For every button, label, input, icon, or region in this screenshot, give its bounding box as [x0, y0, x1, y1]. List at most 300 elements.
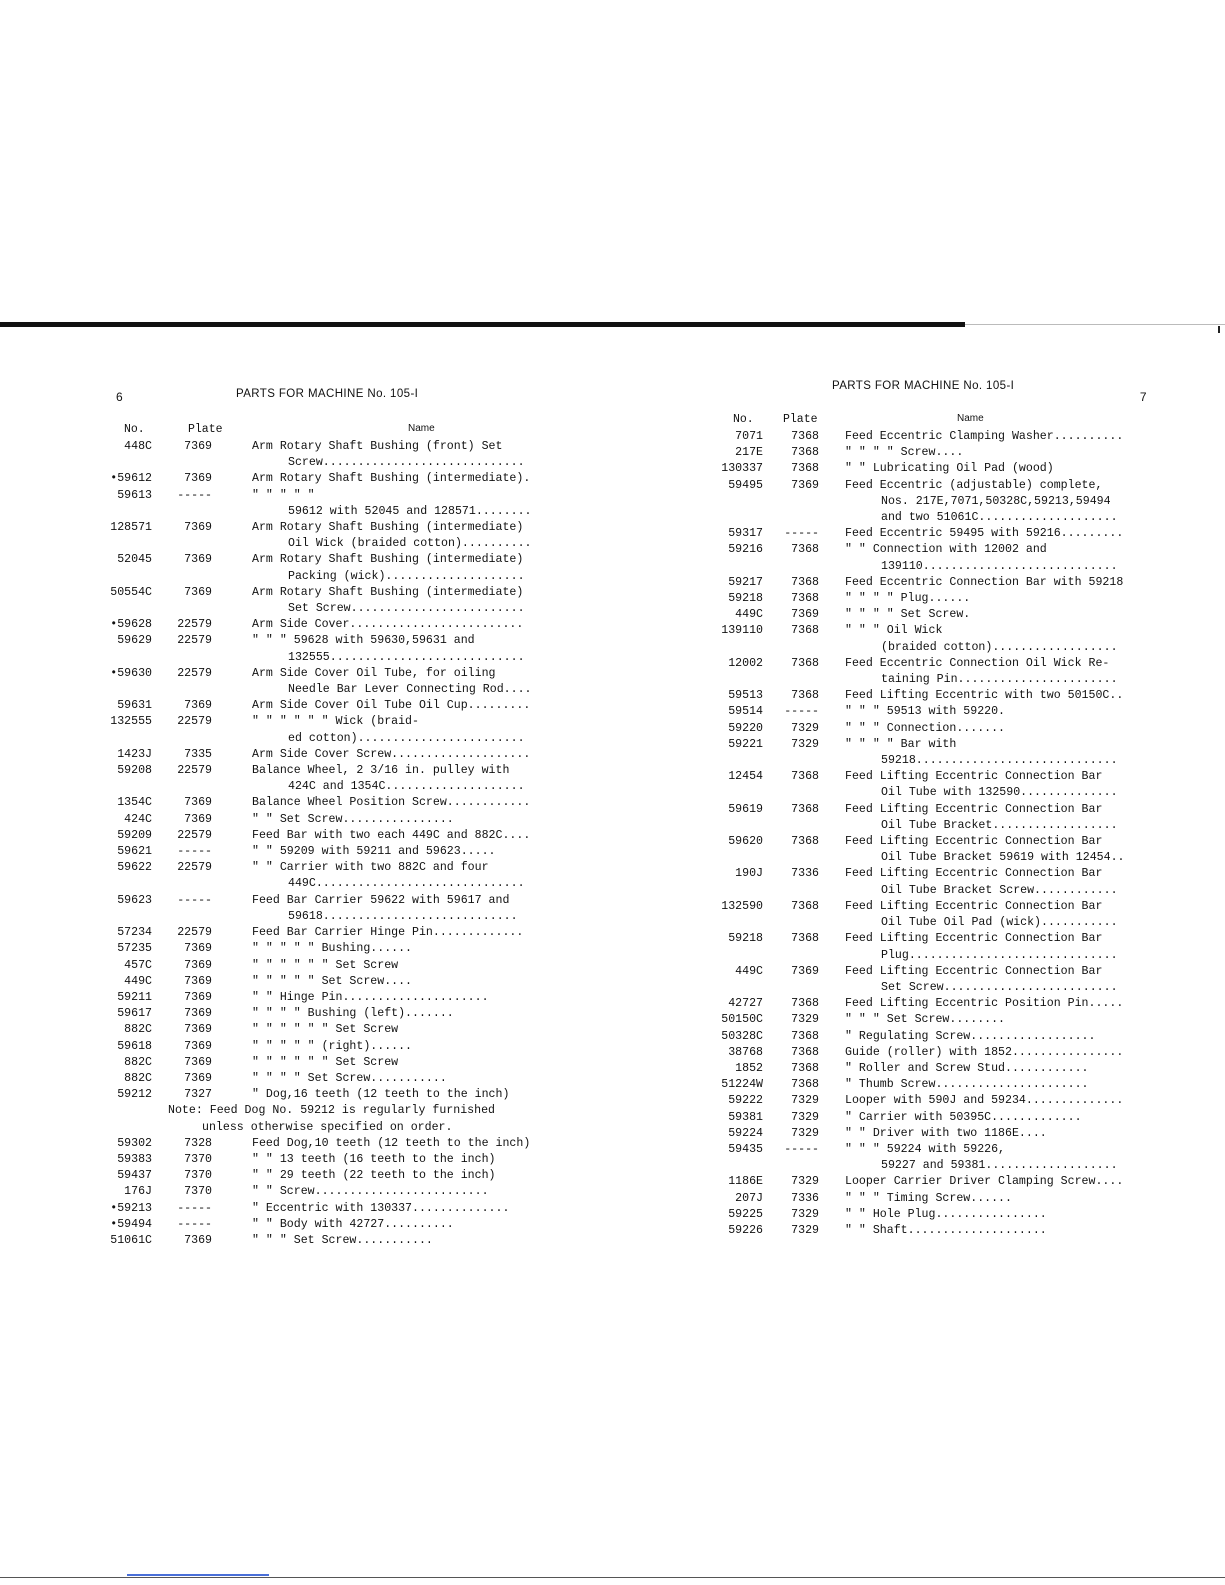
table-row: [110, 1233, 542, 1249]
table-row: [110, 1055, 542, 1071]
part-name: [252, 1233, 542, 1249]
part-name-continuation: Needle Bar Lever Connecting Rod....: [288, 683, 532, 697]
plate-number: 7368: [791, 770, 819, 784]
plate-number: 7369: [184, 1055, 212, 1069]
part-number: 59317: [728, 527, 763, 541]
right-page: [715, 380, 1147, 1239]
part-name-line: " " " " " Bushing......: [252, 942, 413, 956]
part-number: 59613: [117, 488, 152, 502]
plate-number: 7369: [184, 440, 212, 453]
part-name-line: " " 59209 with 59211 and 59623.....: [252, 845, 496, 859]
part-name-line: Arm Side Cover Oil Tube Oil Cup.........: [252, 699, 531, 713]
part-number: 59618: [117, 1039, 152, 1053]
part-name: [845, 769, 1147, 801]
part-name: [252, 747, 542, 763]
table-row: [110, 893, 542, 925]
part-number: 50554C: [110, 585, 152, 599]
part-name: [252, 1136, 542, 1152]
table-row: [110, 552, 542, 584]
part-name-line: " " " 59513 with 59220.: [845, 705, 1006, 719]
plate-number: 7369: [184, 553, 212, 567]
plate-number: 7336: [791, 1191, 819, 1205]
plate-number: 7369: [184, 1233, 212, 1247]
part-name-line: " " " " Bar with: [845, 737, 957, 751]
part-name-line: Feed Lifting Eccentric Connection Bar: [845, 802, 1103, 816]
part-name: [845, 1029, 1147, 1045]
table-row: [715, 1061, 1147, 1077]
part-number: 457C: [124, 958, 152, 972]
plate-number: -----: [177, 488, 212, 502]
part-number: 59629: [117, 634, 152, 648]
part-name-line: Arm Side Cover.........................: [252, 618, 524, 632]
plate-number: 7329: [791, 1175, 819, 1189]
plate-number: 7368: [791, 543, 819, 557]
column-header-name: Name: [408, 423, 435, 434]
part-number: 449C: [735, 608, 763, 622]
part-name-line: Balance Wheel, 2 3/16 in. pulley with: [252, 764, 510, 778]
part-name: [252, 1006, 542, 1022]
table-row: [715, 478, 1147, 527]
part-number: 59513: [728, 689, 763, 703]
part-name-line: Feed Bar Carrier 59622 with 59617 and: [252, 893, 510, 907]
part-name-line: " " " Oil Wick: [845, 624, 943, 638]
plate-number: 7369: [184, 958, 212, 972]
table-row: [715, 721, 1147, 737]
bottom-blue-mark: [127, 1574, 269, 1576]
part-number: 59514: [728, 705, 763, 719]
right-page-header: [715, 380, 1147, 407]
part-name: [252, 698, 542, 714]
part-name: [252, 520, 542, 552]
part-name-line: " " " Timing Screw......: [845, 1191, 1012, 1205]
note-line: unless otherwise specified on order.: [202, 1120, 453, 1134]
plate-number: 22579: [177, 764, 212, 778]
column-header-name: Name: [957, 413, 984, 424]
part-name-line: " " Set Screw................: [252, 812, 454, 826]
table-row: [715, 526, 1147, 542]
plate-number: 7368: [791, 430, 819, 443]
plate-number: 7329: [791, 1207, 819, 1221]
plate-number: 7369: [184, 1039, 212, 1053]
plate-number: 7370: [184, 1185, 212, 1199]
part-name-continuation: Plug..............................: [881, 948, 1118, 962]
table-row: [715, 1093, 1147, 1109]
part-name: [845, 1045, 1147, 1061]
table-row: [110, 1022, 542, 1038]
table-row: [110, 958, 542, 974]
part-number: 59212: [117, 1088, 152, 1102]
table-row: [715, 737, 1147, 769]
part-name: [845, 964, 1147, 996]
plate-number: 7327: [184, 1088, 212, 1102]
part-name-line: " " " 59224 with 59226,: [845, 1142, 1006, 1156]
part-name-line: Feed Eccentric 59495 with 59216.........: [845, 527, 1124, 541]
table-row: [715, 575, 1147, 591]
part-name-line: Feed Eccentric Clamping Washer..........: [845, 430, 1124, 443]
part-number: 59495: [728, 478, 763, 492]
part-name-line: " " 13 teeth (16 teeth to the inch): [252, 1152, 496, 1166]
part-name: [252, 1201, 542, 1217]
part-name-continuation: Oil Tube with 132590..............: [881, 786, 1118, 800]
part-number: 424C: [124, 812, 152, 826]
part-name-line: " " " " " " Wick (braid-: [252, 715, 419, 729]
parts-list: [110, 439, 542, 1103]
plate-number: -----: [784, 1142, 819, 1156]
part-name-line: " Roller and Screw Stud............: [845, 1061, 1089, 1075]
part-name: [845, 899, 1147, 931]
part-name: [845, 429, 1147, 445]
part-number: 132590: [721, 899, 763, 913]
part-name: [252, 585, 542, 617]
part-name: [845, 478, 1147, 527]
table-row: [715, 1029, 1147, 1045]
plate-number: 7369: [184, 521, 212, 535]
table-row: [110, 828, 542, 844]
table-row: [110, 439, 542, 471]
part-number: 59631: [117, 699, 152, 713]
edge-tick: [1218, 326, 1220, 333]
plate-number: 7369: [184, 1007, 212, 1021]
part-name: [252, 666, 542, 698]
table-row: [110, 844, 542, 860]
plate-number: 7368: [791, 575, 819, 589]
page-number: 7: [1139, 390, 1147, 404]
plate-number: 7368: [791, 899, 819, 913]
part-name: [252, 958, 542, 974]
part-name: [845, 996, 1147, 1012]
part-name-line: " " Body with 42727..........: [252, 1217, 454, 1231]
part-number: 882C: [124, 1023, 152, 1037]
page-title: PARTS FOR MACHINE No. 105-I: [832, 380, 1015, 392]
part-number: 59622: [117, 861, 152, 875]
table-row: [110, 666, 542, 698]
part-name-continuation: Set Screw.........................: [288, 602, 525, 616]
part-name-line: Arm Rotary Shaft Bushing (intermediate): [252, 585, 524, 599]
part-number: 1186E: [728, 1175, 763, 1189]
part-name: [845, 1110, 1147, 1126]
part-number: 139110: [721, 624, 763, 638]
column-headers: [715, 413, 1147, 429]
part-name-continuation: taining Pin.......................: [881, 673, 1118, 687]
part-name: [845, 704, 1147, 720]
part-number: 12454: [728, 770, 763, 784]
part-name-line: " " Lubricating Oil Pad (wood): [845, 462, 1054, 476]
part-name-line: Balance Wheel Position Screw............: [252, 796, 531, 810]
plate-number: 7369: [791, 478, 819, 492]
plate-number: 7329: [791, 1126, 819, 1140]
plate-number: 22579: [177, 618, 212, 632]
part-name-continuation: Screw.............................: [288, 456, 525, 470]
page-title: PARTS FOR MACHINE No. 105-I: [236, 388, 419, 400]
part-name: [252, 860, 542, 892]
part-number: 59208: [117, 764, 152, 778]
column-header-plate: Plate: [188, 423, 223, 436]
table-row: [110, 1136, 542, 1152]
part-name: [252, 488, 542, 520]
part-name: [252, 941, 542, 957]
part-name-line: Feed Lifting Eccentric Connection Bar: [845, 867, 1103, 881]
part-name-line: Feed Lifting Eccentric Connection Bar: [845, 932, 1103, 946]
part-name: [845, 591, 1147, 607]
plate-number: 7368: [791, 1029, 819, 1043]
part-number: 130337: [721, 462, 763, 476]
plate-number: 7329: [791, 1223, 819, 1237]
part-name-continuation: ed cotton)........................: [288, 731, 525, 745]
table-row: [715, 931, 1147, 963]
table-row: [715, 1126, 1147, 1142]
part-name-line: " Regulating Screw..................: [845, 1029, 1096, 1043]
table-row: [110, 763, 542, 795]
part-name: [252, 925, 542, 941]
table-row: [110, 633, 542, 665]
table-row: [715, 461, 1147, 477]
part-name-line: Feed Lifting Eccentric with two 50150C..: [845, 689, 1124, 703]
part-name: [845, 802, 1147, 834]
table-row: [715, 769, 1147, 801]
part-name-line: Feed Lifting Eccentric Connection Bar: [845, 770, 1103, 784]
part-name: [845, 445, 1147, 461]
table-row: [110, 1071, 542, 1087]
table-row: [110, 698, 542, 714]
part-name-continuation: Oil Tube Bracket 59619 with 12454..: [881, 851, 1125, 865]
table-row: [110, 974, 542, 990]
parts-list-continued: [110, 1136, 542, 1249]
part-name: [845, 542, 1147, 574]
part-name-line: Feed Lifting Eccentric Connection Bar: [845, 964, 1103, 978]
part-name-line: Feed Eccentric (adjustable) complete,: [845, 478, 1103, 492]
table-row: [110, 925, 542, 941]
plate-number: 7329: [791, 1094, 819, 1108]
part-name-line: " " " " " (right)......: [252, 1039, 413, 1053]
part-name-line: " " Driver with two 1186E....: [845, 1126, 1047, 1140]
part-name-line: Feed Dog,10 teeth (12 teeth to the inch): [252, 1136, 531, 1150]
plate-number: 7369: [184, 812, 212, 826]
part-name-line: " " " " " Set Screw....: [252, 974, 413, 988]
table-row: [715, 656, 1147, 688]
plate-number: 7368: [791, 689, 819, 703]
part-name-line: " Dog,16 teeth (12 teeth to the inch): [252, 1088, 510, 1102]
part-name-line: Arm Rotary Shaft Bushing (intermediate): [252, 521, 524, 535]
part-number: 176J: [124, 1185, 152, 1199]
table-row: [110, 747, 542, 763]
plate-number: 7368: [791, 446, 819, 460]
part-number: 59209: [117, 828, 152, 842]
left-page: [110, 385, 542, 1249]
part-name-line: " " " Set Screw...........: [252, 1233, 433, 1247]
table-row: [715, 1207, 1147, 1223]
part-number: 882C: [124, 1071, 152, 1085]
part-name-line: Looper with 590J and 59234..............: [845, 1094, 1124, 1108]
part-name: [252, 974, 542, 990]
part-name: [252, 812, 542, 828]
part-name-continuation: 132555............................: [288, 650, 525, 664]
part-number: 50150C: [721, 1013, 763, 1027]
part-name: [845, 1077, 1147, 1093]
part-name: [845, 623, 1147, 655]
part-name: [845, 1012, 1147, 1028]
part-name-continuation: 424C and 1354C....................: [288, 780, 525, 794]
part-number: 59221: [728, 737, 763, 751]
table-row: [110, 1184, 542, 1200]
part-name-line: " " " " Set Screw...........: [252, 1071, 447, 1085]
table-row: [110, 990, 542, 1006]
plate-number: 7369: [791, 608, 819, 622]
part-number: •59630: [110, 666, 152, 680]
table-row: [110, 1168, 542, 1184]
part-name: [845, 1207, 1147, 1223]
table-row: [715, 866, 1147, 898]
plate-number: 7368: [791, 997, 819, 1011]
part-name: [845, 688, 1147, 704]
part-name: [845, 656, 1147, 688]
part-name: [845, 721, 1147, 737]
part-name-line: " Eccentric with 130337..............: [252, 1201, 510, 1215]
part-number: 38768: [728, 1045, 763, 1059]
part-name-continuation: Oil Wick (braided cotton)..........: [288, 537, 532, 551]
plate-number: 7368: [791, 624, 819, 638]
part-number: 51061C: [110, 1233, 152, 1247]
part-number: 1852: [735, 1061, 763, 1075]
table-row: [110, 1087, 542, 1103]
part-number: •59628: [110, 618, 152, 632]
part-name-line: " " " " " " Set Screw: [252, 958, 399, 972]
part-number: 59226: [728, 1223, 763, 1237]
part-name-line: " " " " Screw....: [845, 446, 964, 460]
part-number: 59383: [117, 1152, 152, 1166]
part-name: [252, 828, 542, 844]
plate-number: 7369: [184, 1023, 212, 1037]
part-name: [252, 1071, 542, 1087]
plate-number: 7336: [791, 867, 819, 881]
plate-number: 7368: [791, 932, 819, 946]
table-row: [715, 964, 1147, 996]
plate-number: 7329: [791, 1013, 819, 1027]
column-header-no: No.: [124, 423, 145, 436]
plate-number: 22579: [177, 926, 212, 940]
table-row: [110, 714, 542, 746]
part-name: [845, 1174, 1147, 1190]
part-name: [252, 795, 542, 811]
plate-number: 7369: [184, 472, 212, 486]
part-name-continuation: 139110............................: [881, 559, 1118, 573]
plate-number: -----: [177, 893, 212, 907]
table-row: [110, 617, 542, 633]
part-name-line: Arm Rotary Shaft Bushing (front) Set: [252, 440, 503, 453]
table-row: [715, 1110, 1147, 1126]
table-row: [110, 585, 542, 617]
plate-number: 7369: [184, 1071, 212, 1085]
part-name: [252, 1217, 542, 1233]
part-name-continuation: 449C..............................: [288, 877, 525, 891]
plate-number: -----: [784, 705, 819, 719]
plate-number: -----: [177, 1201, 212, 1215]
part-name: [845, 607, 1147, 623]
part-name: [252, 990, 542, 1006]
part-name-line: " " " Set Screw........: [845, 1013, 1006, 1027]
part-number: 59225: [728, 1207, 763, 1221]
part-number: 448C: [124, 440, 152, 453]
part-name: [252, 1087, 542, 1103]
table-row: [715, 542, 1147, 574]
part-number: 59437: [117, 1169, 152, 1183]
part-number: 132555: [110, 715, 152, 729]
plate-number: 22579: [177, 715, 212, 729]
table-row: [110, 1217, 542, 1233]
column-headers: [110, 423, 542, 439]
part-number: 59620: [728, 835, 763, 849]
part-name-line: Arm Side Cover Oil Tube, for oiling: [252, 666, 496, 680]
part-name: [252, 633, 542, 665]
table-row: [110, 795, 542, 811]
column-header-no: No.: [733, 413, 754, 426]
table-row: [715, 1045, 1147, 1061]
table-row: [110, 1039, 542, 1055]
part-name: [252, 1022, 542, 1038]
part-name-line: " " " " " " Set Screw: [252, 1023, 399, 1037]
part-name-line: " Carrier with 50395C.............: [845, 1110, 1082, 1124]
part-name: [252, 1184, 542, 1200]
part-name-line: " Thumb Screw......................: [845, 1078, 1089, 1092]
table-row: [110, 860, 542, 892]
part-name: [252, 893, 542, 925]
table-row: [110, 488, 542, 520]
part-name-line: " " Hole Plug................: [845, 1207, 1047, 1221]
part-name-continuation: Packing (wick)....................: [288, 569, 525, 583]
plate-number: 7328: [184, 1136, 212, 1150]
top-rule-tail: [965, 324, 1225, 325]
part-name-continuation: Oil Tube Bracket..................: [881, 818, 1118, 832]
part-number: 59617: [117, 1007, 152, 1021]
part-number: 59621: [117, 845, 152, 859]
part-name: [845, 931, 1147, 963]
plate-number: 7369: [184, 699, 212, 713]
part-name: [845, 1093, 1147, 1109]
part-name: [252, 714, 542, 746]
part-name: [845, 1191, 1147, 1207]
part-name-line: " " Connection with 12002 and: [845, 543, 1047, 557]
part-number: 449C: [124, 974, 152, 988]
feed-dog-note: [110, 1103, 542, 1135]
part-name: [252, 552, 542, 584]
table-row: [110, 1201, 542, 1217]
table-row: [110, 941, 542, 957]
table-row: [715, 834, 1147, 866]
plate-number: 7370: [184, 1152, 212, 1166]
part-name-continuation: Nos. 217E,7071,50328C,59213,59494: [881, 494, 1111, 508]
part-name-line: Feed Lifting Eccentric Connection Bar: [845, 835, 1103, 849]
part-number: 190J: [735, 867, 763, 881]
plate-number: 7368: [791, 802, 819, 816]
plate-number: -----: [784, 527, 819, 541]
part-name-line: Feed Eccentric Connection Oil Wick Re-: [845, 656, 1110, 670]
plate-number: 7369: [184, 585, 212, 599]
part-name: [845, 1126, 1147, 1142]
part-number: 449C: [735, 964, 763, 978]
table-row: [715, 1012, 1147, 1028]
part-number: 42727: [728, 997, 763, 1011]
plate-number: 22579: [177, 828, 212, 842]
part-number: •59612: [110, 472, 152, 486]
part-name-line: " " " Connection.......: [845, 721, 1006, 735]
plate-number: 22579: [177, 861, 212, 875]
table-row: [110, 520, 542, 552]
part-name: [252, 1168, 542, 1184]
part-name-line: " " " " Set Screw.: [845, 608, 971, 622]
table-row: [715, 1077, 1147, 1093]
table-row: [715, 1174, 1147, 1190]
table-row: [715, 445, 1147, 461]
parts-list: [715, 429, 1147, 1239]
